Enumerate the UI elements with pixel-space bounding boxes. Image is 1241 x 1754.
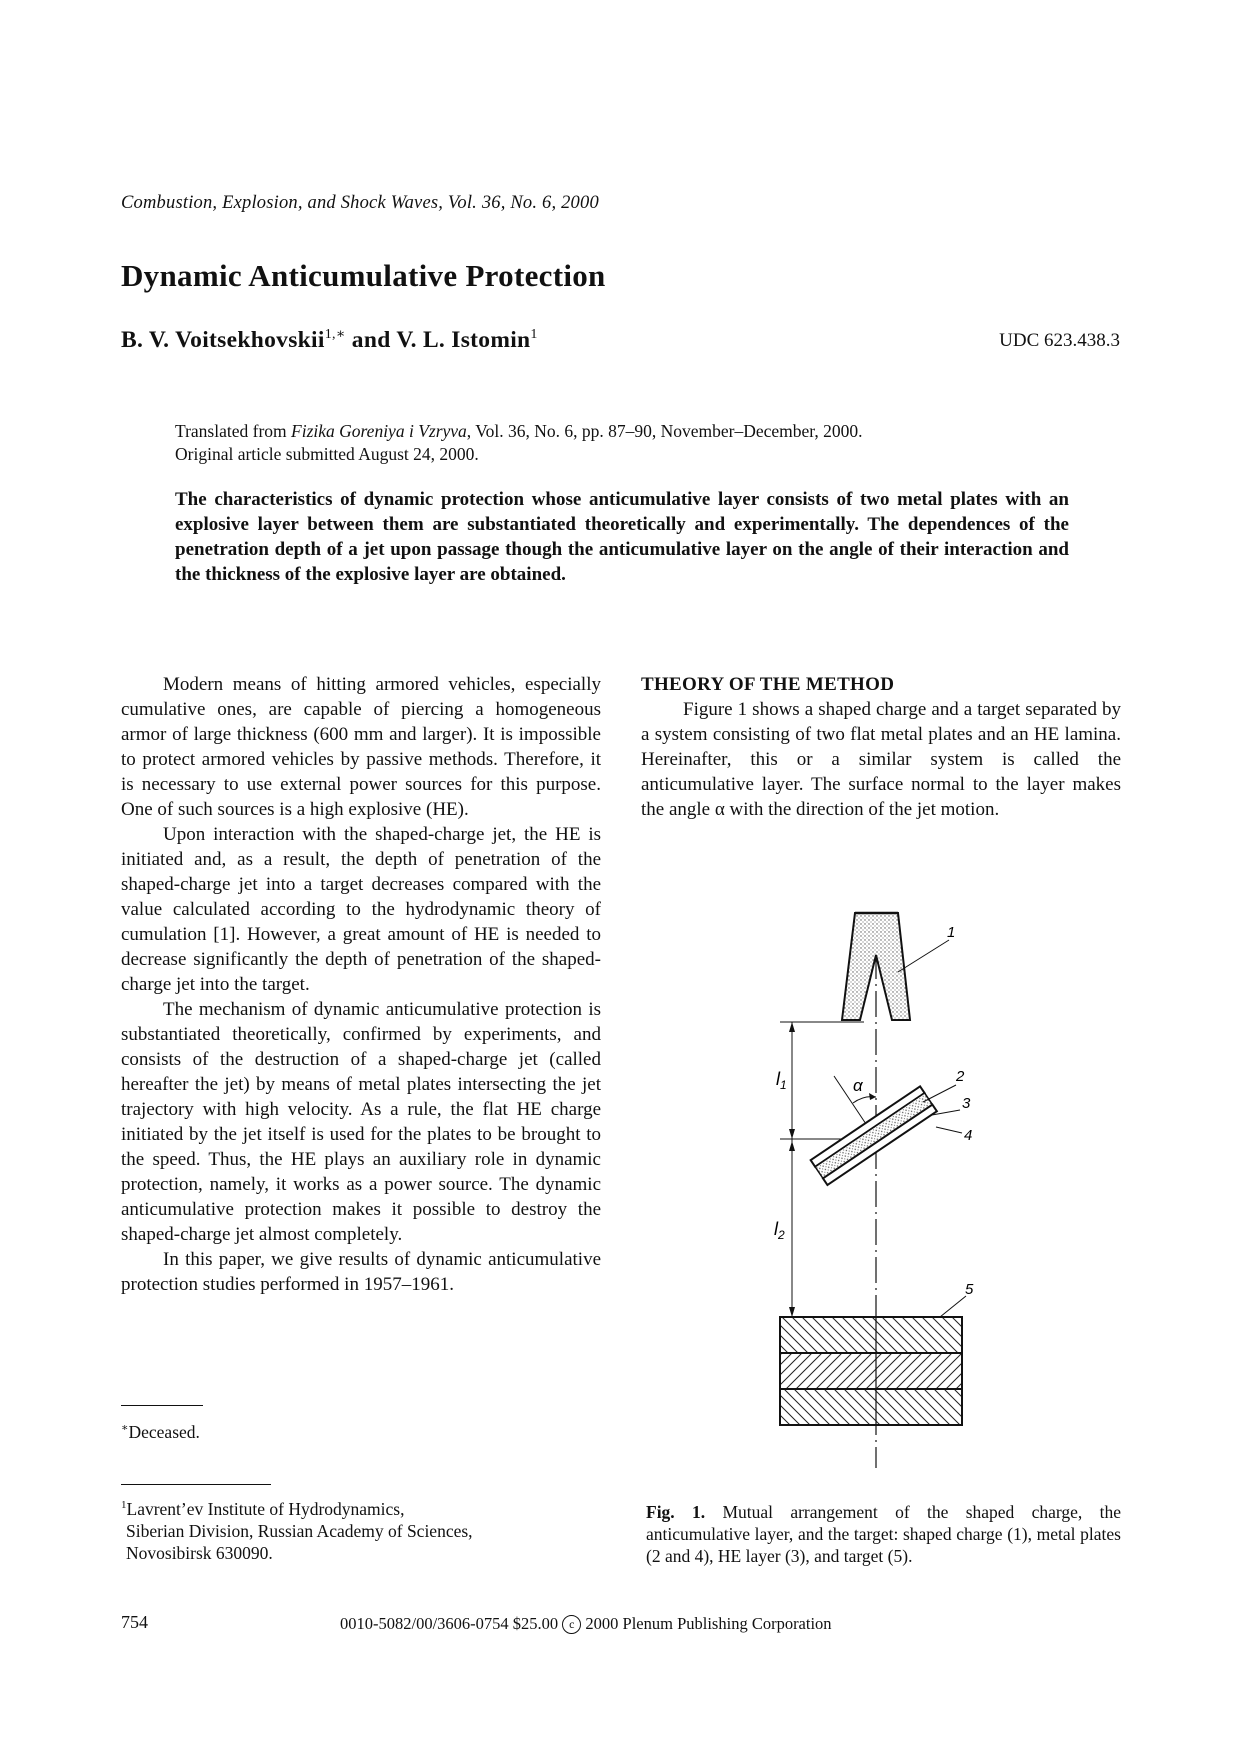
dimension-l2: $l_2$ (774, 1219, 785, 1242)
submission-date: Original article submitted August 24, 2000. (175, 444, 479, 464)
author-conjunction: and (351, 327, 391, 353)
leader-line-5 (940, 1296, 966, 1317)
body-paragraph: Upon interaction with the shaped-charge jet, the HE is initiated and, as a result, the depth of penetration of the shaped-charge jet into a target decreases compared with the value calculated according to the hydrodynamic theory of cumulation [1]. However, a great amount of HE is needed to decrease significantly the depth of penetration of the shaped-charge jet into the target. (121, 824, 601, 995)
author-1: B. V. Voitsekhovskii (121, 327, 325, 353)
footnote-mark: ∗ (121, 1422, 129, 1434)
leader-line-1 (898, 940, 949, 972)
journal-citation: Combustion, Explosion, and Shock Waves, Vol. 36, No. 6, 2000 (121, 193, 599, 213)
translated-prefix: Translated from (175, 421, 287, 441)
footnote-rule (121, 1405, 203, 1406)
affiliation-line: Siberian Division, Russian Academy of Sciences, (126, 1521, 473, 1541)
label-3: 3 (962, 1095, 971, 1112)
source-journal: Fizika Goreniya i Vzryva (291, 421, 467, 441)
author-2: V. L. Istomin (396, 327, 531, 353)
udc-code: UDC 623.438.3 (999, 330, 1120, 351)
figure-caption (646, 1501, 1121, 1567)
footnote-affiliation (121, 1494, 473, 1564)
right-column (641, 672, 1121, 822)
copyright-symbol: c (562, 1615, 581, 1634)
leader-line-2 (923, 1085, 956, 1102)
affiliation-line: Novosibirsk 630090. (126, 1543, 273, 1563)
target (780, 1317, 962, 1425)
body-paragraph: Modern means of hitting armored vehicles, especially cumulative ones, are capable of piercing a homogeneous armor of large thickness (600 mm and larger). It is impossible to protect armored vehicles by passive methods. Therefore, it is necessary to use external power sources for this purpose. One of such sources is a high explosive (HE). (121, 674, 601, 820)
label-1: 1 (947, 924, 956, 941)
he-layer-3 (815, 1093, 932, 1178)
footnote-mark: 1 (121, 1499, 127, 1511)
anticumulative-layer (811, 1086, 937, 1185)
body-paragraph: Figure 1 shows a shaped charge and a target separated by a system consisting of two flat metal plates and an HE lamina. Hereinafter, this or a similar system is called the anticumulative layer. The surface normal to the layer makes the angle α with the direction of the jet motion. (641, 699, 1121, 820)
publisher: 2000 Plenum Publishing Corporation (585, 1614, 832, 1633)
footnote-rule (121, 1484, 271, 1485)
left-column (121, 672, 601, 1297)
angle-alpha: α (853, 1076, 863, 1095)
copyright-line (340, 1614, 832, 1634)
caption-label: Fig. 1. (646, 1502, 706, 1522)
source-details: , Vol. 36, No. 6, pp. 87–90, November–December, 2000. (466, 421, 863, 441)
author-line (121, 326, 538, 354)
leader-line-4 (936, 1127, 962, 1133)
angle-arrow (869, 1093, 876, 1100)
dimension-l1: $l_1$ (776, 1069, 787, 1092)
footnote-text: Deceased. (128, 1422, 200, 1442)
label-5: 5 (965, 1281, 974, 1298)
body-paragraph: In this paper, we give results of dynamic anticumulative protection studies performed in 1957–1961. (121, 1249, 601, 1295)
translation-note (175, 420, 1075, 466)
author-1-affiliation-mark: 1,∗ (324, 327, 346, 342)
label-2: 2 (956, 1068, 965, 1085)
label-4: 4 (964, 1127, 973, 1144)
body-paragraph: The mechanism of dynamic anticumulative protection is substantiated theoretically, confirmed by experiments, and consists of the destruction of a shaped-charge jet (called hereafter the jet) by means of metal plates intersecting the jet trajectory with high velocity. As a rule, the flat HE charge initiated by the jet itself is used for the plates to be brought to the speed. Thus, the HE plays an auxiliary role in dynamic protection, namely, it works as a power source. The dynamic anticumulative protection makes it possible to destroy the shaped-charge jet almost completely. (121, 999, 601, 1245)
affiliation-line: Lavrent’ev Institute of Hydrodynamics, (126, 1499, 405, 1519)
figure-1-diagram (760, 895, 1020, 1475)
abstract: The characteristics of dynamic protection whose anticumulative layer consists of two metal plates with an explosive layer between them are substantiated theoretically and experimentally. The dependences of the penetration depth of a jet upon passage though the anticumulative layer on the angle of their interaction and the thickness of the explosive layer are obtained. (175, 489, 1069, 585)
article-code: 0010-5082/00/3606-0754 $25.00 (340, 1614, 559, 1633)
page-number: 754 (121, 1612, 148, 1632)
author-2-affiliation-mark: 1 (530, 327, 538, 342)
footnote-deceased (121, 1417, 200, 1443)
caption-text: Mutual arrangement of the shaped charge, the anticumulative layer, and the target: shaped charge (1), metal plates (2 and 4), HE layer (3), and target (5). (646, 1502, 1121, 1566)
paper-title: Dynamic Anticumulative Protection (121, 258, 606, 293)
section-heading: THEORY OF THE METHOD (641, 674, 895, 695)
